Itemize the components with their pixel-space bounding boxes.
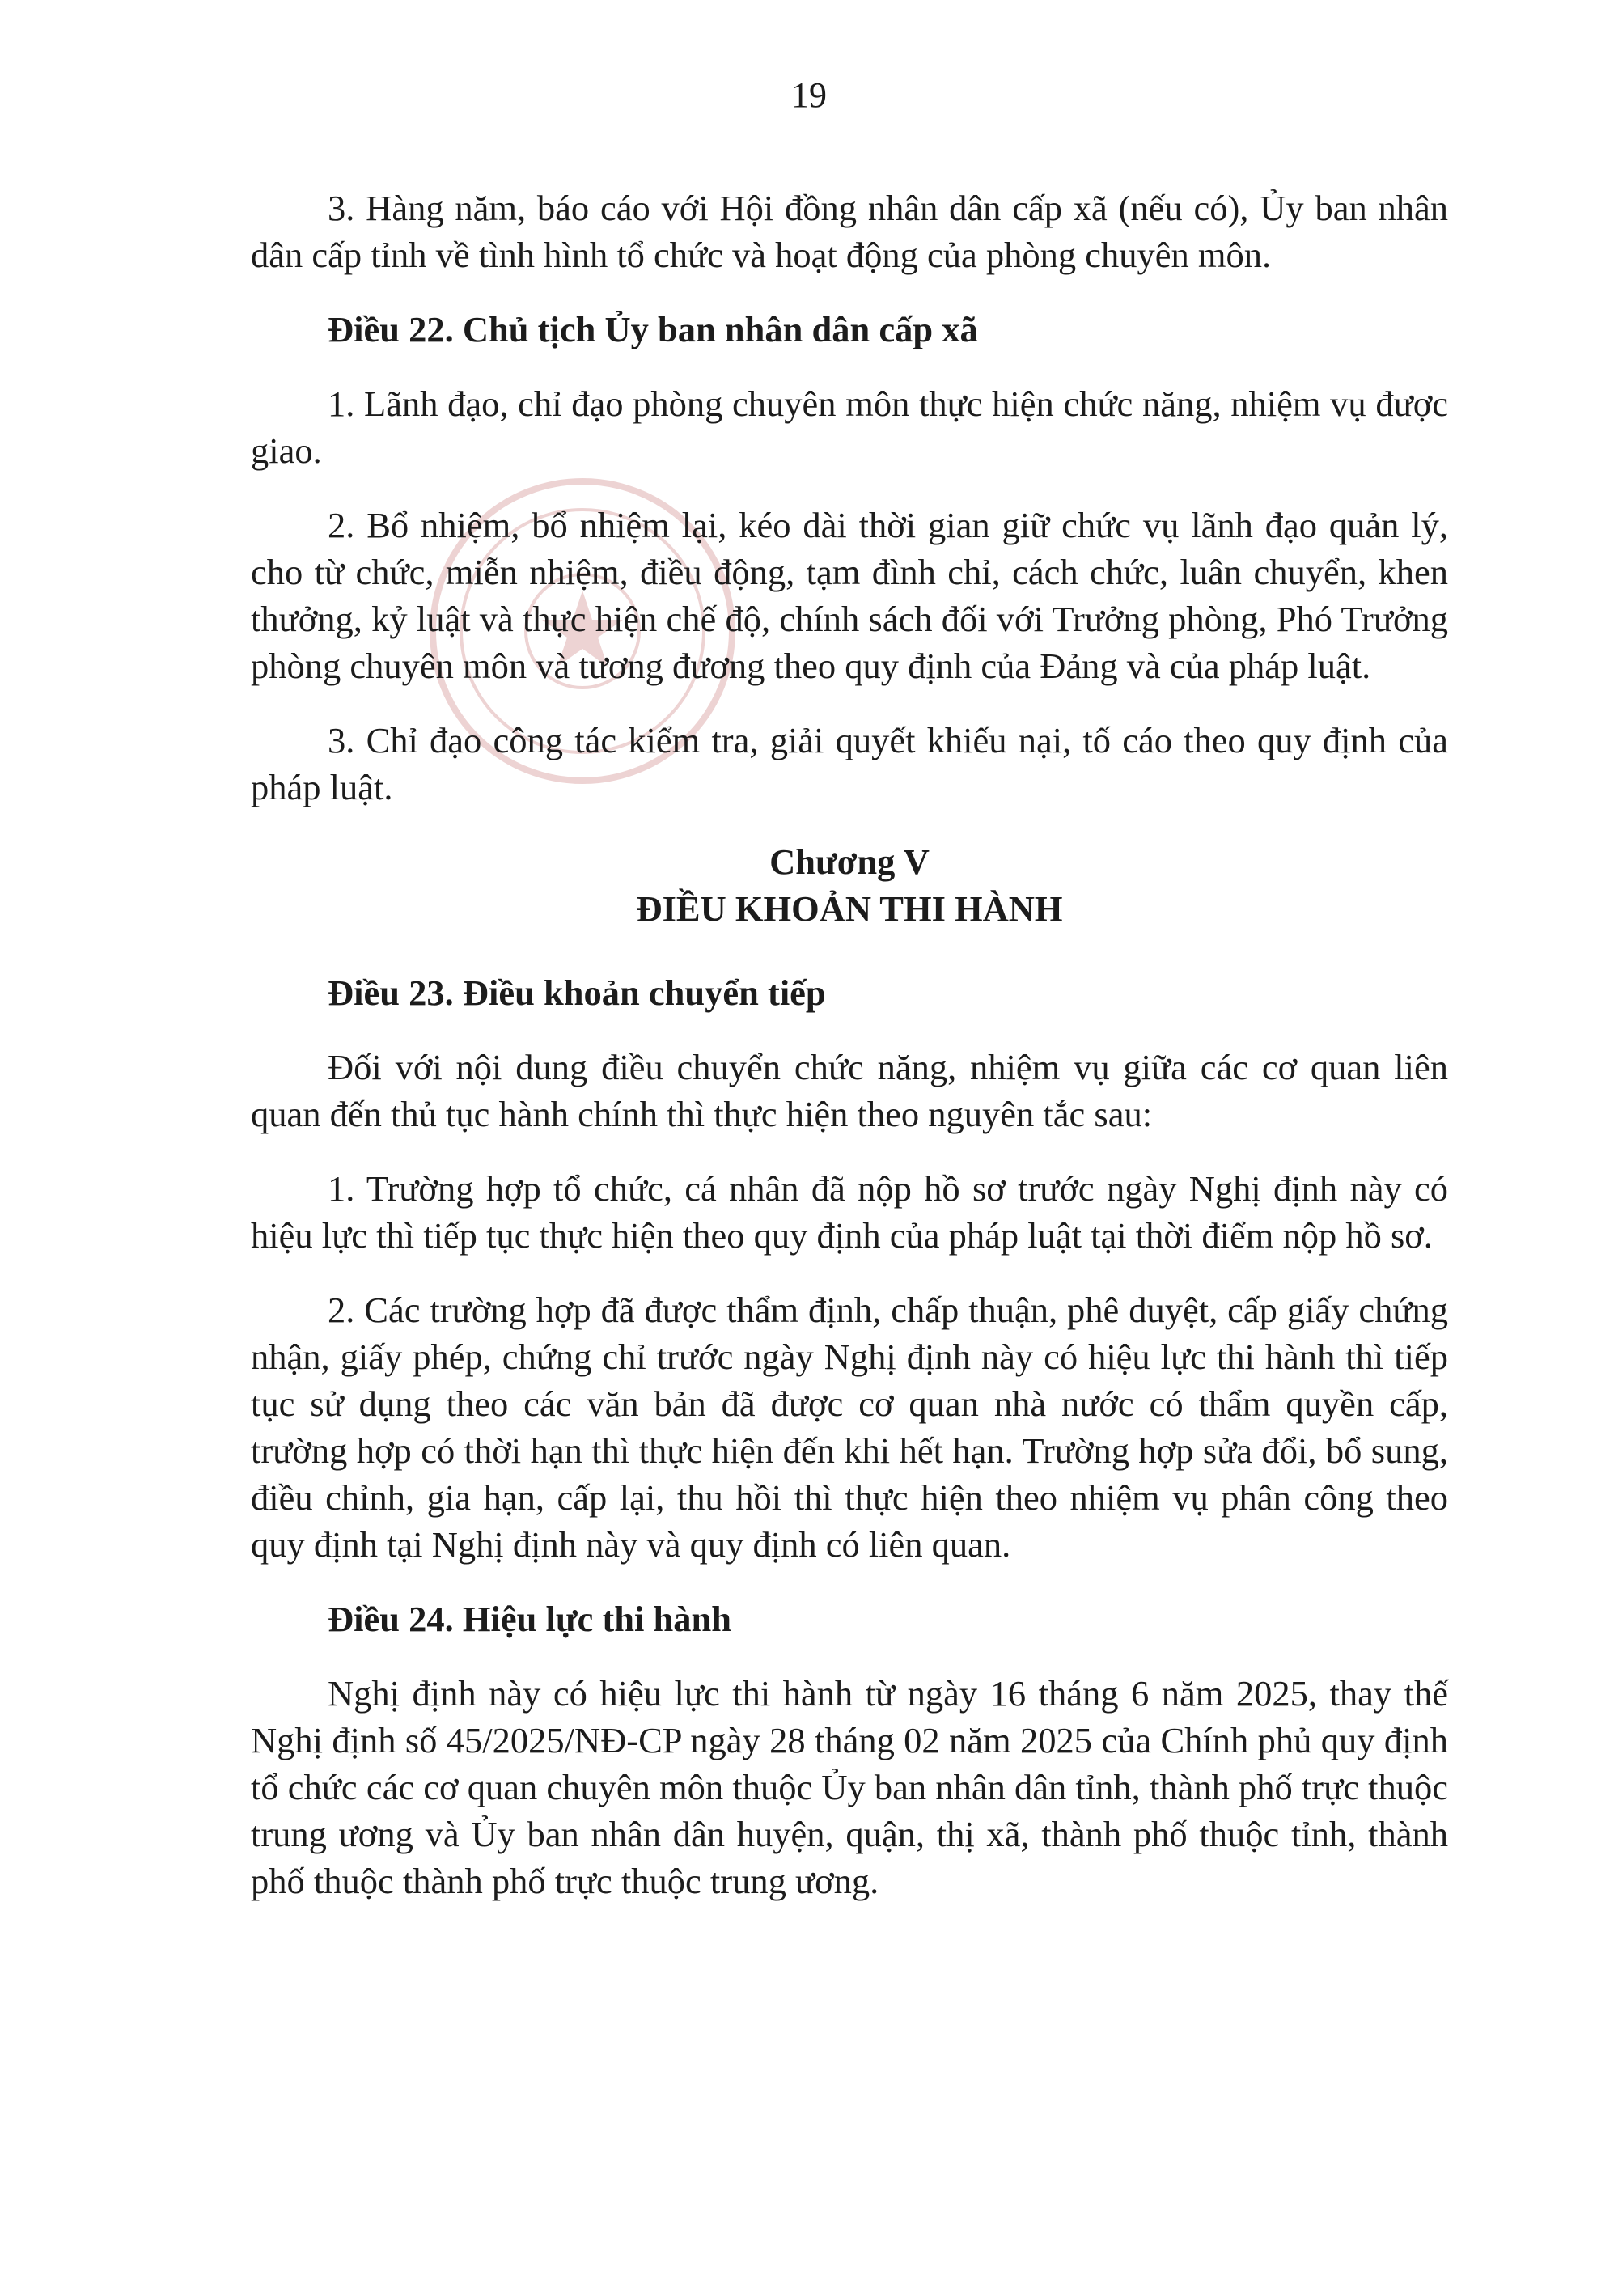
paragraph-annual-report: 3. Hàng năm, báo cáo với Hội đồng nhân dân cấp xã (nếu có), Ủy ban nhân dân cấp tỉnh về tình hình tổ chức và hoạt động của phòng chuyên môn. — [251, 188, 1448, 275]
chapter-heading — [251, 838, 1448, 932]
article-22-clause-2: 2. Bổ nhiệm, bổ nhiệm lại, kéo dài thời gian giữ chức vụ lãnh đạo quản lý, cho từ chức, miễn nhiệm, điều động, tạm đình chỉ, cách chức, luân chuyển, khen thưởng, kỷ luật và thực hiện chế độ, chính sách đối với Trưởng phòng, Phó Trưởng phòng chuyên môn và tương đương theo quy định của Đảng và của pháp luật. — [251, 505, 1448, 686]
article-23-clause-1: 1. Trường hợp tổ chức, cá nhân đã nộp hồ sơ trước ngày Nghị định này có hiệu lực thì tiếp tục thực hiện theo quy định của pháp luật tại thời điểm nộp hồ sơ. — [251, 1168, 1448, 1256]
article-23-title: Điều 23. Điều khoản chuyển tiếp — [328, 972, 826, 1013]
article-23-clause-2: 2. Các trường hợp đã được thẩm định, chấp thuận, phê duyệt, cấp giấy chứng nhận, giấy phép, chứng chỉ trước ngày Nghị định này có hiệu lực thi hành thì tiếp tục sử dụng theo các văn bản đã được cơ quan nhà nước có thẩm quyền cấp, trường hợp có thời hạn thì thực hiện đến khi hết hạn. Trường hợp sửa đổi, bổ sung, điều chỉnh, gia hạn, cấp lại, thu hồi thì thực hiện theo nhiệm vụ phân công theo quy định tại Nghị định này và quy định có liên quan. — [251, 1290, 1448, 1565]
article-23-intro: Đối với nội dung điều chuyển chức năng, nhiệm vụ giữa các cơ quan liên quan đến thủ tục hành chính thì thực hiện theo nguyên tắc sau: — [251, 1047, 1448, 1134]
article-22-clause-3: 3. Chỉ đạo công tác kiểm tra, giải quyết khiếu nại, tố cáo theo quy định của pháp luật. — [251, 720, 1448, 807]
page-number: 19 — [791, 75, 827, 115]
article-22-clause-1: 1. Lãnh đạo, chỉ đạo phòng chuyên môn thực hiện chức năng, nhiệm vụ được giao. — [251, 383, 1448, 471]
article-22-title: Điều 22. Chủ tịch Ủy ban nhân dân cấp xã — [328, 309, 978, 349]
article-24-title: Điều 24. Hiệu lực thi hành — [328, 1599, 731, 1639]
chapter-title: ĐIỀU KHOẢN THI HÀNH — [636, 888, 1063, 929]
article-24-body: Nghị định này có hiệu lực thi hành từ ngày 16 tháng 6 năm 2025, thay thế Nghị định số 45/2025/NĐ-CP ngày 28 tháng 02 năm 2025 của Chính phủ quy định tổ chức các cơ quan chuyên môn thuộc Ủy ban nhân dân tỉnh, thành phố trực thuộc trung ương và Ủy ban nhân dân huyện, quận, thị xã, thành phố thuộc tỉnh, thành phố thuộc thành phố trực thuộc trung ương. — [251, 1673, 1448, 1901]
chapter-label: Chương V — [769, 841, 930, 882]
document-body — [251, 184, 1448, 1932]
